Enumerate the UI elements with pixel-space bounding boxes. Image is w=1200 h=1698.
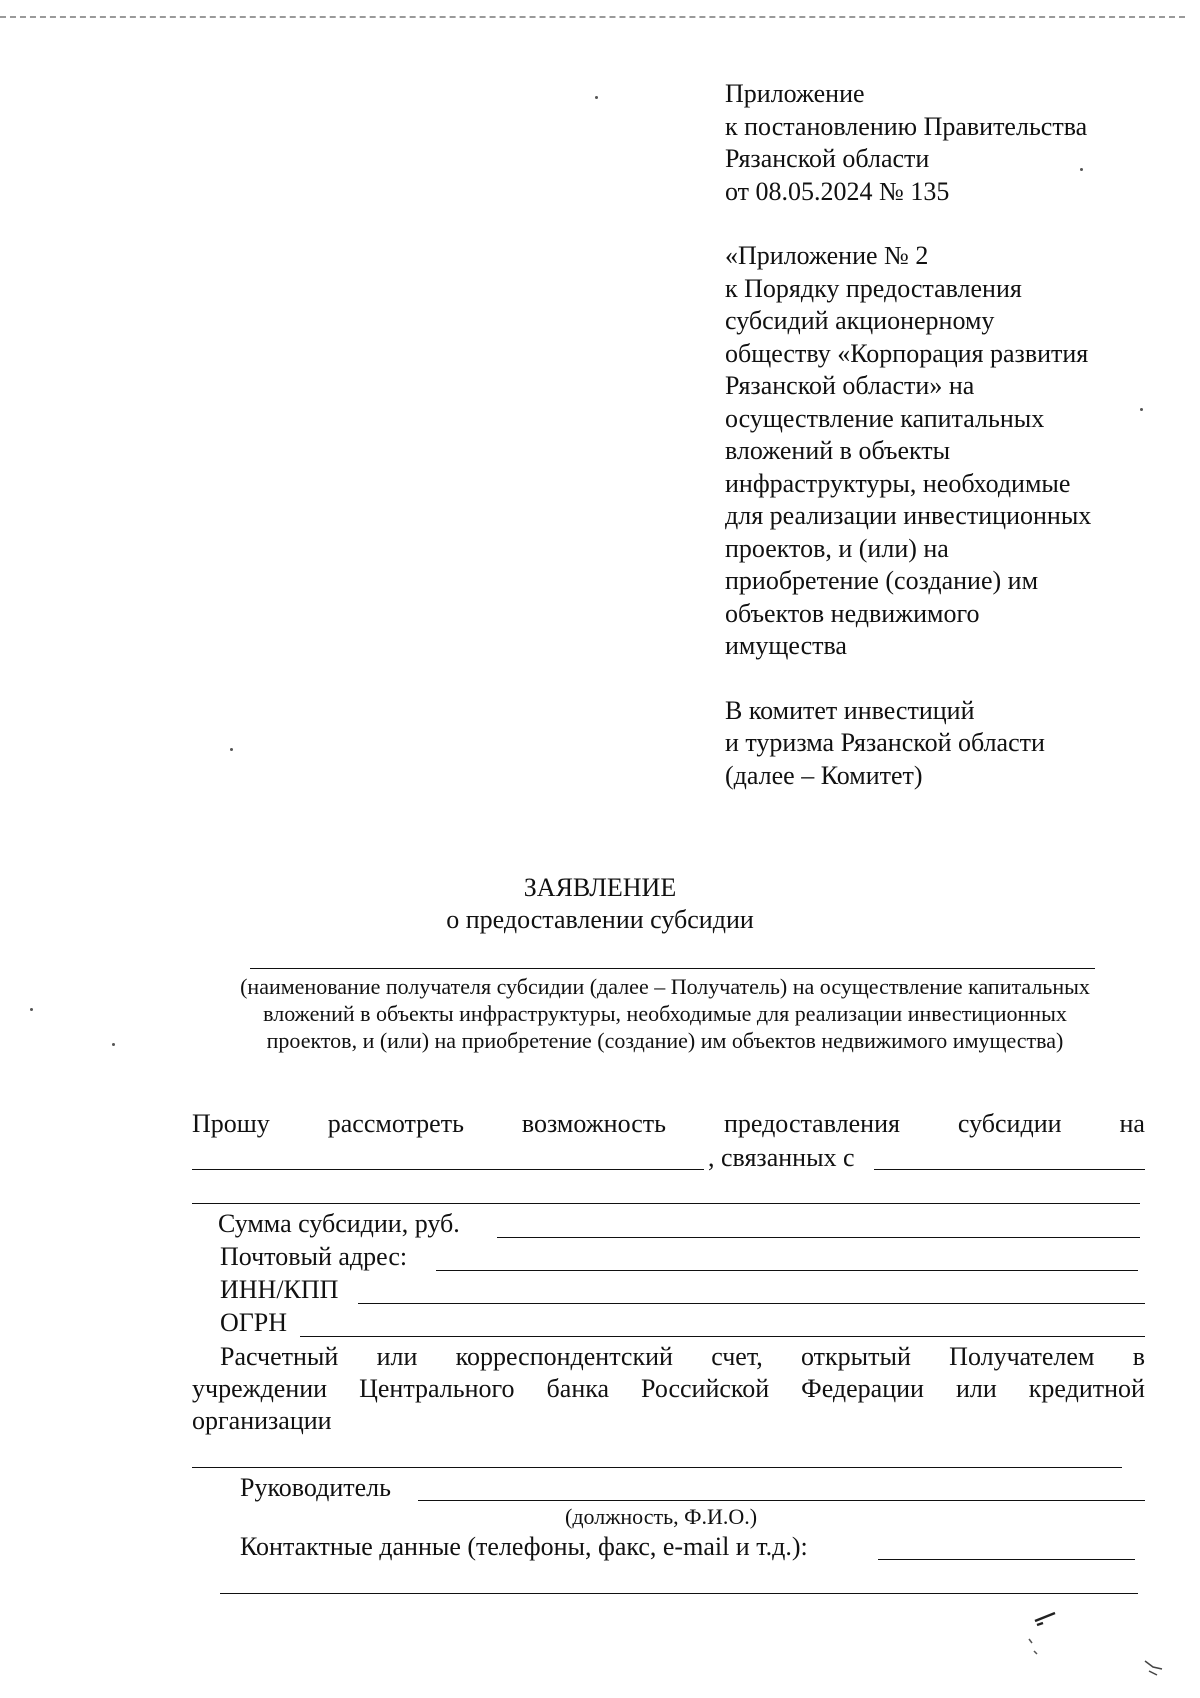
- account-text-line-2: [192, 1373, 1145, 1405]
- appendix-spacer: [725, 208, 1165, 240]
- appendix-line: Рязанской области: [725, 144, 930, 173]
- word: предоставления: [723, 1109, 900, 1138]
- appendix-line: (далее – Комитет): [725, 760, 923, 790]
- appendix-line: Приложение: [725, 79, 865, 108]
- word: Прошу: [192, 1109, 270, 1138]
- inn-kpp-label: ИНН/КПП: [220, 1275, 339, 1304]
- word: в: [1132, 1342, 1145, 1371]
- word: банка: [546, 1374, 610, 1403]
- appendix-line: обществу «Корпорация развития: [725, 338, 1089, 368]
- word: возможность: [521, 1109, 666, 1138]
- word: субсидии: [957, 1109, 1062, 1138]
- word: на: [1119, 1109, 1145, 1138]
- appendix-line: объектов недвижимого: [725, 598, 980, 628]
- scan-speck: [30, 1008, 33, 1011]
- appendix-line: осуществление капитальных: [725, 403, 1045, 433]
- word: или: [955, 1374, 997, 1403]
- appendix-line: субсидий акционерному: [725, 306, 995, 335]
- appendix-line: В комитет инвестиций: [725, 695, 975, 725]
- connected-with-text: , связанных с: [708, 1143, 855, 1172]
- appendix-line: и туризма Рязанской области: [725, 728, 1045, 757]
- appendix-line: «Приложение № 2: [725, 241, 929, 270]
- account-text-line-3: организации: [192, 1406, 332, 1435]
- appendix-line: к постановлению Правительства: [725, 111, 1088, 141]
- scan-edge-artifact: [0, 16, 1185, 18]
- document-title: ЗАЯВЛЕНИЕ: [523, 873, 677, 902]
- appendix-spacer: [725, 663, 1165, 695]
- scan-marks: [1025, 1605, 1185, 1685]
- appendix-block: [725, 78, 1165, 792]
- word: или: [376, 1342, 418, 1371]
- appendix-line: инфраструктуры, необходимые: [725, 468, 1071, 498]
- word: открытый: [801, 1342, 911, 1371]
- document-subtitle: о предоставлении субсидии: [446, 905, 754, 934]
- subsidy-amount-field-line[interactable]: [497, 1237, 1140, 1238]
- recipient-name-hint: (наименование получателя субсидии (далее – Получатель) на осуществление капитальных вложений в объекты инфраструктуры, необходимые для реализации инвестиционных проектов, и (или) на приобретение (создание) им объектов недвижимого имущества): [240, 974, 1090, 1053]
- connected-with-field-line-2[interactable]: [192, 1203, 1140, 1204]
- appendix-line: приобретение (создание) им: [725, 566, 1039, 595]
- appendix-line: Рязанской области» на: [725, 371, 975, 400]
- inn-kpp-field-line[interactable]: [358, 1303, 1145, 1304]
- scan-speck: [595, 96, 598, 99]
- ogrn-field-line[interactable]: [300, 1336, 1145, 1337]
- word: счет,: [711, 1342, 763, 1371]
- scan-speck: [230, 748, 233, 751]
- contacts-label: Контактные данные (телефоны, факс, e-mail и т.д.):: [240, 1532, 808, 1561]
- recipient-name-field-line[interactable]: [250, 968, 1095, 969]
- account-field-line[interactable]: [192, 1467, 1122, 1468]
- word: Российской: [641, 1374, 770, 1403]
- connected-with-field-line[interactable]: [874, 1169, 1145, 1170]
- appendix-line: вложений в объекты: [725, 436, 951, 465]
- ogrn-label: ОГРН: [220, 1308, 288, 1337]
- subsidy-purpose-field-line[interactable]: [192, 1169, 704, 1170]
- head-label: Руководитель: [240, 1473, 391, 1502]
- word: Центрального: [359, 1374, 515, 1403]
- postal-address-field-line[interactable]: [436, 1270, 1138, 1271]
- scan-speck: [112, 1043, 115, 1046]
- word: Получателем: [949, 1342, 1095, 1371]
- word: кредитной: [1028, 1374, 1145, 1403]
- word: рассмотреть: [327, 1109, 464, 1138]
- request-text-line: [192, 1108, 1145, 1140]
- appendix-line: для реализации инвестиционных: [725, 501, 1092, 530]
- word: Федерации: [801, 1374, 924, 1403]
- appendix-line: проектов, и (или) на: [725, 533, 949, 563]
- contacts-field-line-2[interactable]: [220, 1593, 1138, 1594]
- appendix-line: от 08.05.2024 № 135: [725, 176, 950, 206]
- contacts-field-line[interactable]: [878, 1559, 1135, 1560]
- head-field-hint: (должность, Ф.И.О.): [565, 1504, 758, 1529]
- word: учреждении: [192, 1374, 328, 1403]
- postal-address-label: Почтовый адрес:: [220, 1242, 408, 1271]
- account-text-line-1: [220, 1341, 1145, 1373]
- appendix-line: к Порядку предоставления: [725, 273, 1022, 303]
- subsidy-amount-label: Сумма субсидии, руб.: [218, 1209, 460, 1238]
- head-field-line[interactable]: [418, 1500, 1145, 1501]
- word: корреспондентский: [455, 1342, 673, 1371]
- appendix-line: имущества: [725, 631, 847, 660]
- word: Расчетный: [220, 1342, 339, 1371]
